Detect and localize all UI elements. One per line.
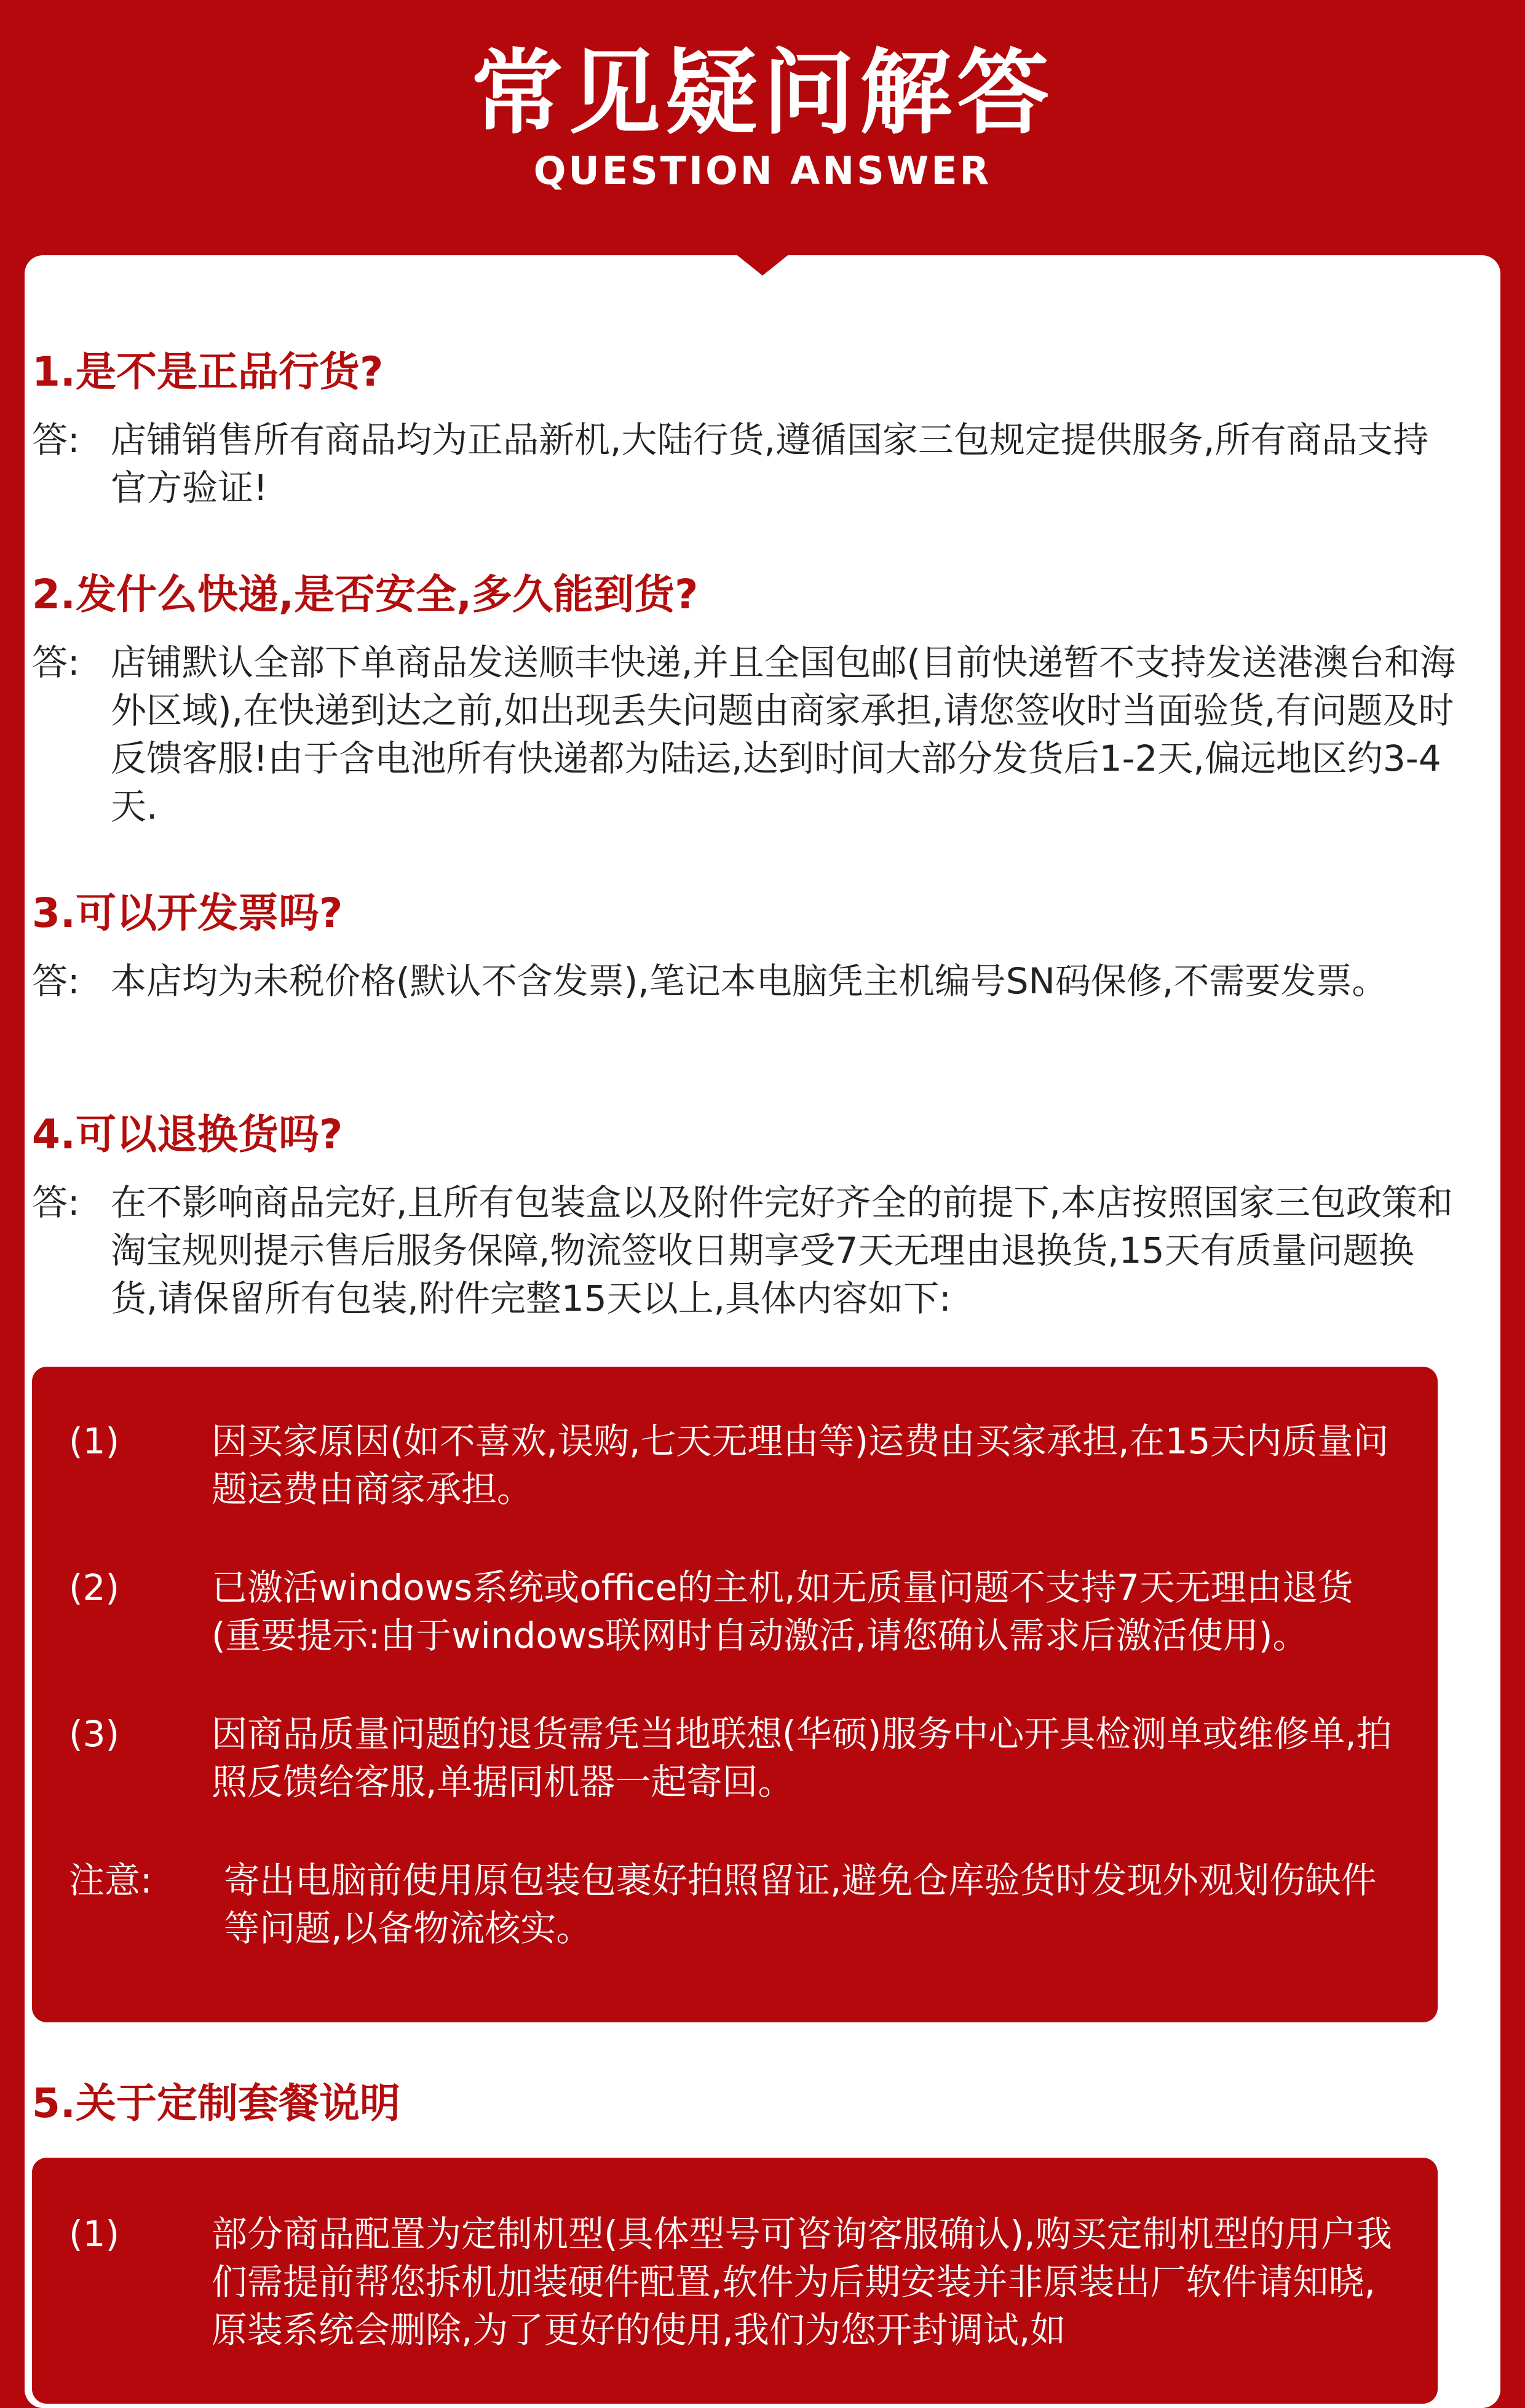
faq-question: 2.发什么快递,是否安全,多久能到货? <box>32 571 699 618</box>
page-subtitle: QUESTION ANSWER <box>533 148 992 193</box>
page-title: 常见疑问解答 <box>470 40 1054 147</box>
item-text: 部分商品配置为定制机型(具体型号可咨询客服确认),购买定制机型的用户我们需提前帮您拆机加装硬件配置,软件为后期安装并非原装出厂软件请知晓,原装系统会删除,为了更好的使用,我们为您开封调试,如 <box>212 2213 1392 2351</box>
returns-policy-box <box>32 1367 1438 2022</box>
note-label: 注意: <box>69 1859 152 1901</box>
faq-answer <box>32 638 1459 830</box>
answer-text: 本店均为未税价格(默认不含发票),笔记本电脑凭主机编号SN码保修,不需要发票。 <box>111 960 1388 1002</box>
item-text: 因商品质量问题的退货需凭当地联想(华硕)服务中心开具检测单或维修单,拍照反馈给客服,单据同机器一起寄回。 <box>212 1713 1392 1803</box>
page-header <box>0 0 1525 258</box>
faq-item-2 <box>32 567 1459 830</box>
item-number: (1) <box>69 1420 120 1462</box>
returns-item-2 <box>69 1564 1395 1659</box>
card-notch <box>732 251 793 276</box>
answer-prefix: 答: <box>32 1182 80 1223</box>
faq-item-4 <box>32 1107 1459 1322</box>
answer-prefix: 答: <box>32 960 80 1002</box>
faq-item-3 <box>32 886 1459 1005</box>
item-text: 因买家原因(如不喜欢,误购,七天无理由等)运费由买家承担,在15天内质量问题运费由商家承担。 <box>212 1420 1389 1510</box>
faq-answer <box>32 957 1459 1005</box>
custom-item-1 <box>69 2210 1395 2354</box>
faq-question: 4.可以退换货吗? <box>32 1111 343 1158</box>
answer-prefix: 答: <box>32 642 80 683</box>
faq-question: 3.可以开发票吗? <box>32 889 343 937</box>
note-text: 寄出电脑前使用原包装包裹好拍照留证,避免仓库验货时发现外观划伤缺件等问题,以备物流核实。 <box>224 1859 1377 1949</box>
faq-answer <box>32 416 1459 512</box>
answer-text: 在不影响商品完好,且所有包装盒以及附件完好齐全的前提下,本店按照国家三包政策和淘宝规则提示售后服务保障,物流签收日期享受7天无理由退换货,15天有质量问题换货,请保留所有包装,附件完整15天以上,具体内容如下: <box>111 1182 1453 1319</box>
answer-prefix: 答: <box>32 419 80 461</box>
returns-note <box>69 1856 1395 1952</box>
faq-question: 1.是不是正品行货? <box>32 348 384 395</box>
faq-item-5 <box>32 2076 1459 2147</box>
faq-question: 5.关于定制套餐说明 <box>32 2080 400 2127</box>
returns-item-1 <box>69 1417 1395 1513</box>
answer-text: 店铺默认全部下单商品发送顺丰快递,并且全国包邮(目前快递暂不支持发送港澳台和海外区域),在快递到达之前,如出现丢失问题由商家承担,请您签收时当面验货,有问题及时反馈客服!由于含电池所有快递都为陆运,达到时间大部分发货后1-2天,偏远地区约3-4天. <box>111 642 1456 827</box>
returns-item-3 <box>69 1710 1395 1806</box>
item-text: 已激活windows系统或office的主机,如无质量问题不支持7天无理由退货(重要提示:由于windows联网时自动激活,请您确认需求后激活使用)。 <box>212 1567 1353 1656</box>
item-number: (1) <box>69 2213 120 2255</box>
answer-text: 店铺销售所有商品均为正品新机,大陆行货,遵循国家三包规定提供服务,所有商品支持官方验证! <box>111 419 1429 509</box>
item-number: (3) <box>69 1713 120 1755</box>
faq-item-1 <box>32 344 1459 512</box>
faq-answer <box>32 1178 1459 1322</box>
custom-package-box <box>32 2158 1438 2404</box>
item-number: (2) <box>69 1567 120 1608</box>
